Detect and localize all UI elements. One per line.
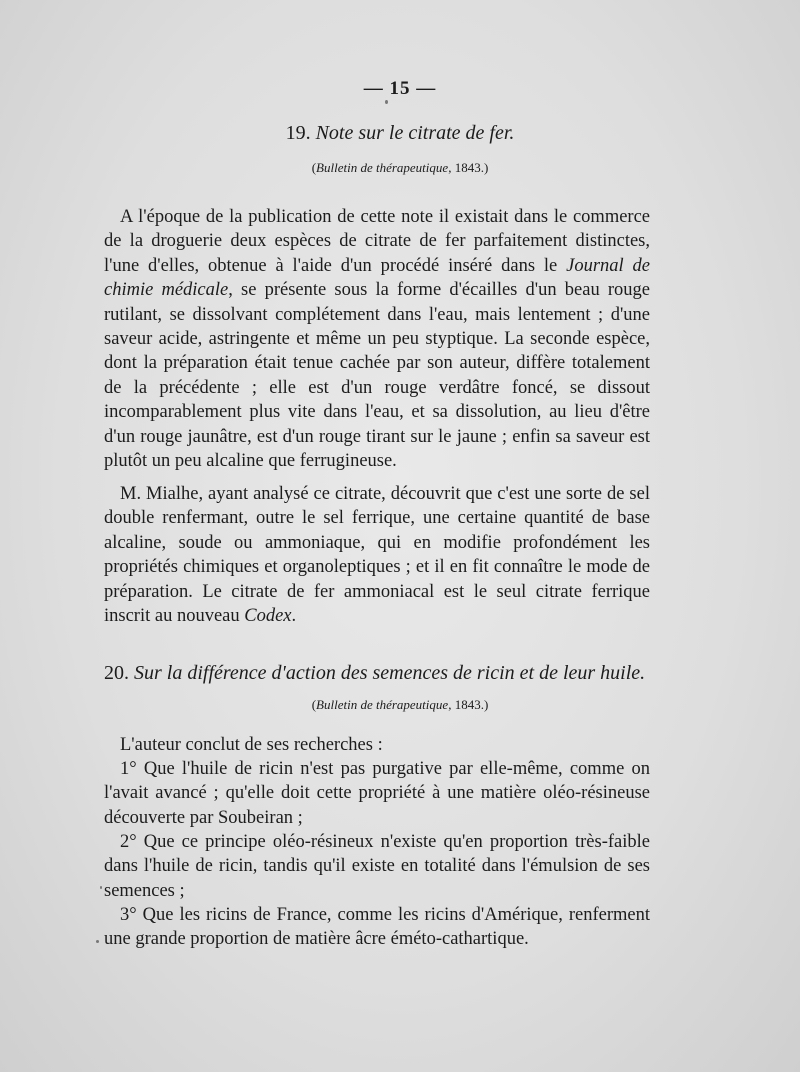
section-19-p1-text-a: A l'époque de la publication de cette note il existait dans le commerce de la droguerie deux espèces de citrate de fer parfaitement distinctes, l'une d'elles, obtenue à l'aide d'un procédé inséré dans le	[104, 207, 650, 276]
scan-speck	[385, 100, 388, 104]
section-20-item-2: 2° Que ce principe oléo-résineux n'existe qu'en proportion très-faible dans l'huile de ricin, tandis qu'il existe en totalité dans l'émulsion de ses semences ;	[104, 832, 650, 901]
scan-speck	[100, 886, 102, 889]
section-19-title: Note sur le citrate de fer.	[315, 122, 515, 144]
section-20-number: 20.	[104, 662, 129, 684]
page-number: — 15 —	[363, 78, 437, 99]
section-20-item-1: 1° Que l'huile de ricin n'est pas purgative par elle-même, comme on l'avait avancé ; qu'elle doit cette propriété à une matière oléo-résineuse découverte par Soubeiran ;	[104, 759, 650, 828]
section-19-p2-text-b: .	[291, 606, 297, 627]
scan-speck	[96, 940, 99, 943]
section-19-paragraph-1	[104, 205, 650, 473]
section-19-heading	[0, 122, 800, 145]
section-20-source: (Bulletin de thérapeutique, 1843.)	[311, 697, 489, 712]
section-20-source-publication: Bulletin de thérapeutique	[316, 697, 449, 712]
section-19-p2-text-a: M. Mialhe, ayant analysé ce citrate, découvrit que c'est une sorte de sel double renfermant, outre le sel ferrique, une certaine quantité de base alcaline, soude ou ammoniaque, qui en modifie profondément les propriétés chimiques et organoleptiques ; et il en fit connaître le mode de préparation. Le citrate de fer ammoniacal est le seul citrate ferrique inscrit au nouveau	[104, 484, 650, 627]
section-20-intro: L'auteur conclut de ses recherches :	[120, 735, 383, 755]
codex-title: Codex	[244, 606, 292, 627]
section-20-heading	[104, 662, 650, 685]
section-20-source-year: , 1843.	[448, 697, 484, 712]
section-19-p1-text-b: , se présente sous la forme d'écailles d'un beau rouge rutilant, se dissolvant complétement dans l'eau, mais lentement ; d'une saveur acide, astringente et même un peu styptique. La seconde espèce, dont la préparation était tenue cachée par son auteur, diffère totalement de la précédente ; elle est d'un rouge verdâtre foncé, se dissout incomparablement plus vite dans l'eau, et sa dissolution, au lieu d'être d'un rouge jaunâtre, est d'un rouge tirant sur le jaune ; enfin sa saveur est plutôt un peu alcaline que ferrugineuse.	[104, 280, 650, 472]
section-19-number: 19.	[285, 122, 311, 144]
section-20-item-3: 3° Que les ricins de France, comme les ricins d'Amérique, renferment une grande proportion de matière âcre éméto-cathartique.	[104, 905, 650, 950]
section-19-source-year: , 1843.	[448, 160, 484, 175]
section-19-paragraph-2	[104, 482, 650, 628]
journal-title: Journal de chimie médicale	[104, 255, 650, 301]
section-20-title: Sur la différence d'action des semences de ricin et de leur huile.	[134, 662, 646, 684]
section-19-source-publication: Bulletin de thérapeutique	[316, 160, 449, 175]
section-19-source: (Bulletin de thérapeutique, 1843.)	[311, 160, 489, 175]
